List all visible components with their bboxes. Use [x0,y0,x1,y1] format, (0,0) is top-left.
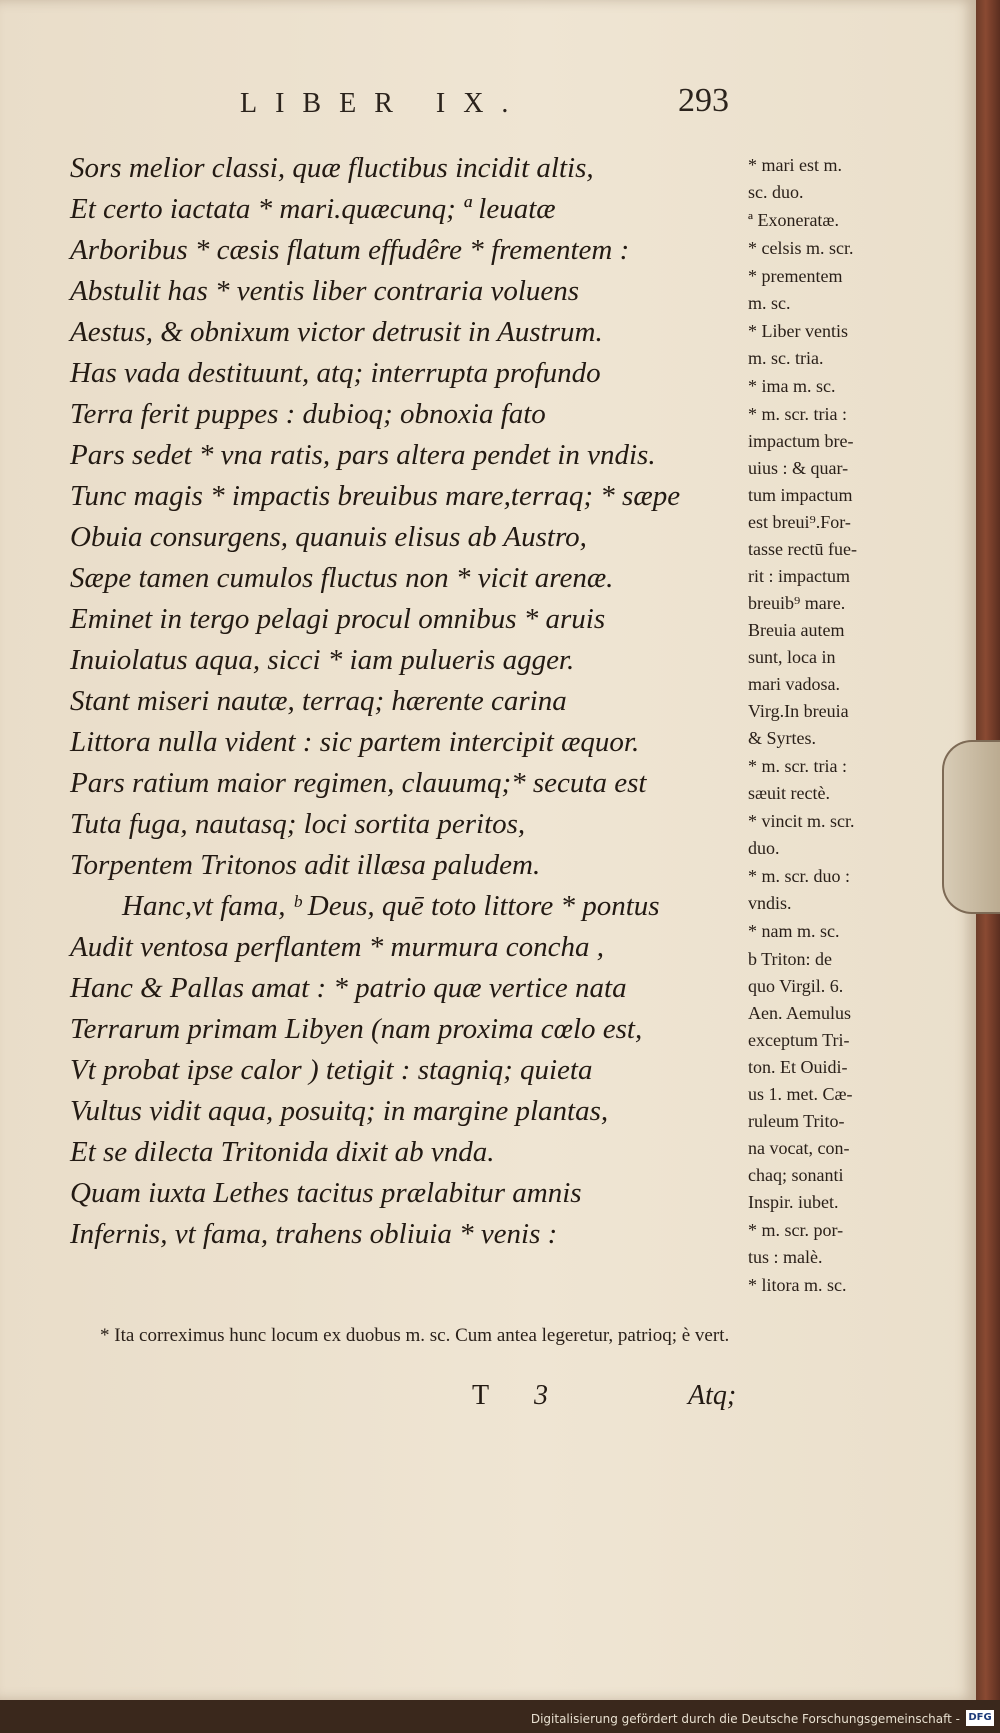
verse-line: Terra ferit puppes : dubioq; obnoxia fato [70,398,546,430]
marginal-note: * m. scr. tria : impactum bre- uius : & quar- tum impactum est breui⁹.For- tasse rectū fue- rit : impactum breuib⁹ mare. Breuia autem sunt, loca in mari vadosa. Virg.In breuia & Syrtes. [748,404,857,748]
marginal-note: * celsis m. scr. [748,238,854,258]
marginal-note: * m. scr. tria : sæuit rectè. [748,756,847,803]
verse-line: Obuia consurgens, quanuis elisus ab Austro, [70,521,587,553]
verse-line: Pars ratium maior regimen, clauumq;* secuta est [70,767,647,799]
marginal-note: * ima m. sc. [748,376,836,396]
verse-line: Hanc,vt fama, ᵇ Deus, quē toto littore * pontus [122,890,660,922]
verse-line: Aestus, & obnixum victor detrusit in Austrum. [70,316,603,348]
verse-line: Tunc magis * impactis breuibus mare,terraq; * sæpe [70,480,681,512]
verse-line: Sæpe tamen cumulos fluctus non * vicit arenæ. [70,562,614,594]
verse-line: Audit ventosa perflantem * murmura concha , [70,931,605,963]
verse-line: Infernis, vt fama, trahens obliuia * venis : [70,1218,558,1250]
verse-line: Quam iuxta Lethes tacitus prælabitur amnis [70,1177,582,1209]
marginal-note: * prementem m. sc. [748,266,843,313]
marginal-note: * m. scr. duo : vndis. [748,866,850,913]
verse-line: Arboribus * cæsis flatum effudêre * frementem : [70,234,630,266]
verse-line: Littora nulla vident : sic partem intercipit æquor. [70,726,640,758]
verse-line: Hanc & Pallas amat : * patrio quæ vertice nata [70,972,627,1004]
verse-line: Abstulit has * ventis liber contraria voluens [70,275,580,307]
verse-line: Et se dilecta Tritonida dixit ab vnda. [70,1136,495,1168]
verse-line: Vultus vidit aqua, posuitq; in margine plantas, [70,1095,609,1127]
page-number: 293 [678,82,729,119]
verse-line: Tuta fuga, nautasq; loci sortita peritos, [70,808,526,840]
marginal-note: ª Exoneratæ. [748,210,839,230]
dfg-logo-icon: DFG [966,1710,994,1726]
signature-number: 3 [534,1380,548,1411]
marginal-note: * nam m. sc. [748,921,840,941]
verse-line: Torpentem Tritonos adit illæsa paludem. [70,849,541,881]
running-title: LIBER IX. [240,88,527,119]
book-clasp [942,740,1000,914]
verse-line: Sors melior classi, quæ fluctibus incidit altis, [70,152,594,184]
marginal-notes [748,152,934,1300]
verse-line: Has vada destituunt, atq; interrupta profundo [70,357,601,389]
catchword: Atq; [688,1380,737,1411]
marginal-note: * mari est m. sc. duo. [748,155,842,202]
marginal-note: * litora m. sc. [748,1275,847,1295]
verse-line: Pars sedet * vna ratis, pars altera pendet in vndis. [70,439,656,471]
verse-line: Terrarum primam Libyen (nam proxima cœlo est, [70,1013,643,1045]
digitization-credit: Digitalisierung gefördert durch die Deutsche Forschungsgemeinschaft - [530,1712,960,1726]
footnote: * Ita correximus hunc locum ex duobus m. sc. Cum antea legeretur, patrioq; è vert. [100,1325,730,1346]
marginal-note: b Triton: de quo Virgil. 6. Aen. Aemulus exceptum Tri- ton. Et Ouidi- us 1. met. Cæ- ruleum Trito- na vocat, con- chaq; sonanti Inspir. iubet. [748,949,853,1212]
marginal-note: * Liber ventis m. sc. tria. [748,321,848,368]
marginal-note: * m. scr. por- tus : malè. [748,1220,844,1267]
verse-line: Inuiolatus aqua, sicci * iam pulueris agger. [70,644,575,676]
verse-line: Et certo iactata * mari.quæcunq; ª leuatæ [70,193,556,225]
verse-line: Eminet in tergo pelagi procul omnibus * aruis [70,603,606,635]
marginal-note: * vincit m. scr. duo. [748,811,855,858]
verse-line: Stant miseri nautæ, terraq; hærente carina [70,685,567,717]
verse-line: Vt probat ipse calor ) tetigit : stagniq; quieta [70,1054,593,1086]
page-header [0,82,760,128]
verse-block [70,148,740,1255]
signature-mark: T [472,1380,490,1411]
